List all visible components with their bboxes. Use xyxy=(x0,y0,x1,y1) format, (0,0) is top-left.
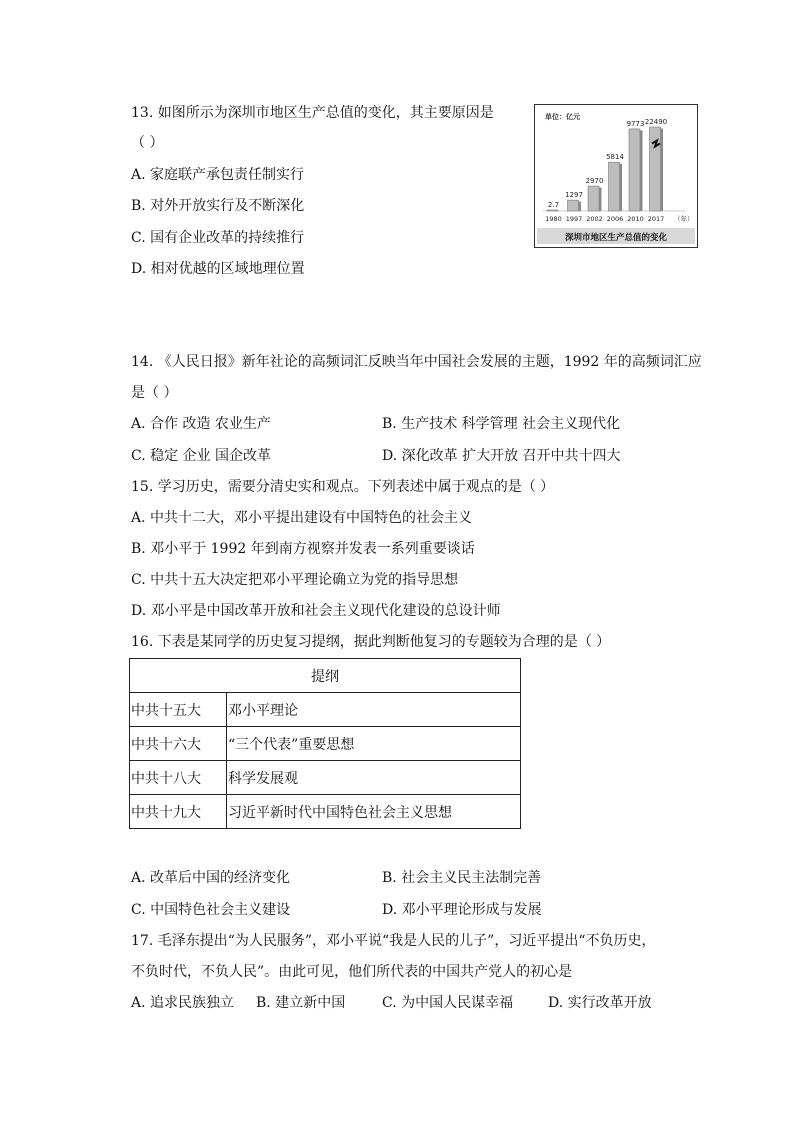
chart-value-label: 9773 xyxy=(626,119,645,128)
q14-option-a: A. 合作 改造 农业生产 xyxy=(131,416,271,432)
table-cell-meeting: 中共十六大 xyxy=(130,727,227,761)
chart-bar xyxy=(609,162,620,211)
chart-bar-side xyxy=(661,129,664,212)
q16-stem: 16. 下表是某同学的历史复习提纲，据此判断他复习的专题较为合理的是（ ） xyxy=(131,634,611,650)
q15-option-c: C. 中共十五大决定把邓小平理论确立为党的指导思想 xyxy=(131,572,459,588)
chart-bar-side xyxy=(579,202,582,211)
chart-value-label: 2970 xyxy=(585,177,604,186)
q14-option-c: C. 稳定 企业 国企改革 xyxy=(131,448,272,464)
chart-category-label: 1980 xyxy=(545,215,562,223)
table-row xyxy=(130,761,521,795)
chart-value-label: 22490 xyxy=(644,118,668,126)
outline-table xyxy=(129,658,521,829)
q14-option-d: D. 深化改革 扩大开放 召开中共十四大 xyxy=(382,448,621,464)
table-cell-theory: “三个代表”重要思想 xyxy=(227,727,521,761)
q16-option-a: A. 改革后中国的经济变化 xyxy=(131,870,291,886)
table-row xyxy=(130,693,521,727)
q13-option-c: C. 国有企业改革的持续推行 xyxy=(131,230,305,246)
q17-stem-cont: 不负时代，不负人民”。由此可见，他们所代表的中国共产党人的初心是 xyxy=(131,964,573,980)
q14-stem: 14. 《人民日报》新年社论的高频词汇反映当年中国社会发展的主题，1992 年的高频词汇应 xyxy=(131,354,702,370)
chart-bar xyxy=(568,200,579,211)
gdp-bar-chart xyxy=(534,104,698,248)
q13-option-a: A. 家庭联产承包责任制实行 xyxy=(131,167,305,183)
table-cell-meeting: 中共十九大 xyxy=(130,795,227,829)
q13-stem: 13. 如图所示为深圳市地区生产总值的变化，其主要原因是 xyxy=(131,105,494,121)
q16-option-d: D. 邓小平理论形成与发展 xyxy=(382,902,542,918)
table-header-row xyxy=(130,659,521,693)
q17-option-b: B. 建立新中国 xyxy=(256,995,346,1011)
q16-option-c: C. 中国特色社会主义建设 xyxy=(131,902,291,918)
q15-option-d: D. 邓小平是中国改革开放和社会主义现代化建设的总设计师 xyxy=(131,603,501,619)
q15-option-b: B. 邓小平于 1992 年到南方视察并发表一系列重要谈话 xyxy=(131,541,475,557)
q17-stem: 17. 毛泽东提出“为人民服务”，邓小平说“我是人民的儿子”，习近平提出“不负历史， xyxy=(131,933,656,949)
chart-category-label: 2010 xyxy=(627,215,644,223)
table-row xyxy=(130,727,521,761)
chart-category-label: 2017 xyxy=(647,215,665,223)
q15-stem: 15. 学习历史，需要分清史实和观点。下列表述中属于观点的是（ ） xyxy=(131,479,555,495)
table-row xyxy=(130,795,521,829)
q15-option-a: A. 中共十二大，邓小平提出建设有中国特色的社会主义 xyxy=(131,510,473,526)
q17-option-a: A. 追求民族独立 xyxy=(131,995,235,1011)
chart-bar-side xyxy=(620,164,623,211)
chart-category-label: 2006 xyxy=(606,215,624,223)
chart-bar-side xyxy=(640,130,643,211)
q17-option-c: C. 为中国人民谋幸福 xyxy=(382,995,514,1011)
chart-value-label: 5814 xyxy=(606,153,624,162)
q14-stem-cont: 是（ ） xyxy=(131,385,178,401)
chart-value-label: 2.7 xyxy=(547,201,560,209)
chart-bar xyxy=(629,129,640,211)
table-cell-theory: 邓小平理论 xyxy=(227,693,521,727)
q14-option-b: B. 生产技术 科学管理 社会主义现代化 xyxy=(382,416,621,432)
chart-category-label: 2002 xyxy=(586,215,603,223)
table-cell-theory: 科学发展观 xyxy=(227,761,521,795)
chart-x-unit: （年） xyxy=(674,215,694,223)
table-cell-meeting: 中共十五大 xyxy=(130,693,227,727)
table-header: 提纲 xyxy=(130,659,521,693)
gdp-chart-svg xyxy=(535,105,697,247)
q17-option-d: D. 实行改革开放 xyxy=(548,995,652,1011)
q13-answer-paren: （ ） xyxy=(131,135,164,151)
chart-value-label: 1297 xyxy=(565,191,583,200)
table-cell-meeting: 中共十八大 xyxy=(130,761,227,795)
chart-title: 深圳市地区生产总值的变化 xyxy=(564,233,668,243)
q13-option-b: B. 对外开放实行及不断深化 xyxy=(131,198,305,214)
q16-option-b: B. 社会主义民主法制完善 xyxy=(382,870,542,886)
table-cell-theory: 习近平新时代中国特色社会主义思想 xyxy=(227,795,521,829)
chart-unit-label: 单位：亿元 xyxy=(545,113,580,121)
chart-bar-side xyxy=(599,188,602,211)
q13-option-d: D. 相对优越的区域地理位置 xyxy=(131,261,305,277)
chart-category-label: 1997 xyxy=(565,215,583,223)
chart-bar xyxy=(650,127,661,211)
chart-bar xyxy=(588,186,599,211)
